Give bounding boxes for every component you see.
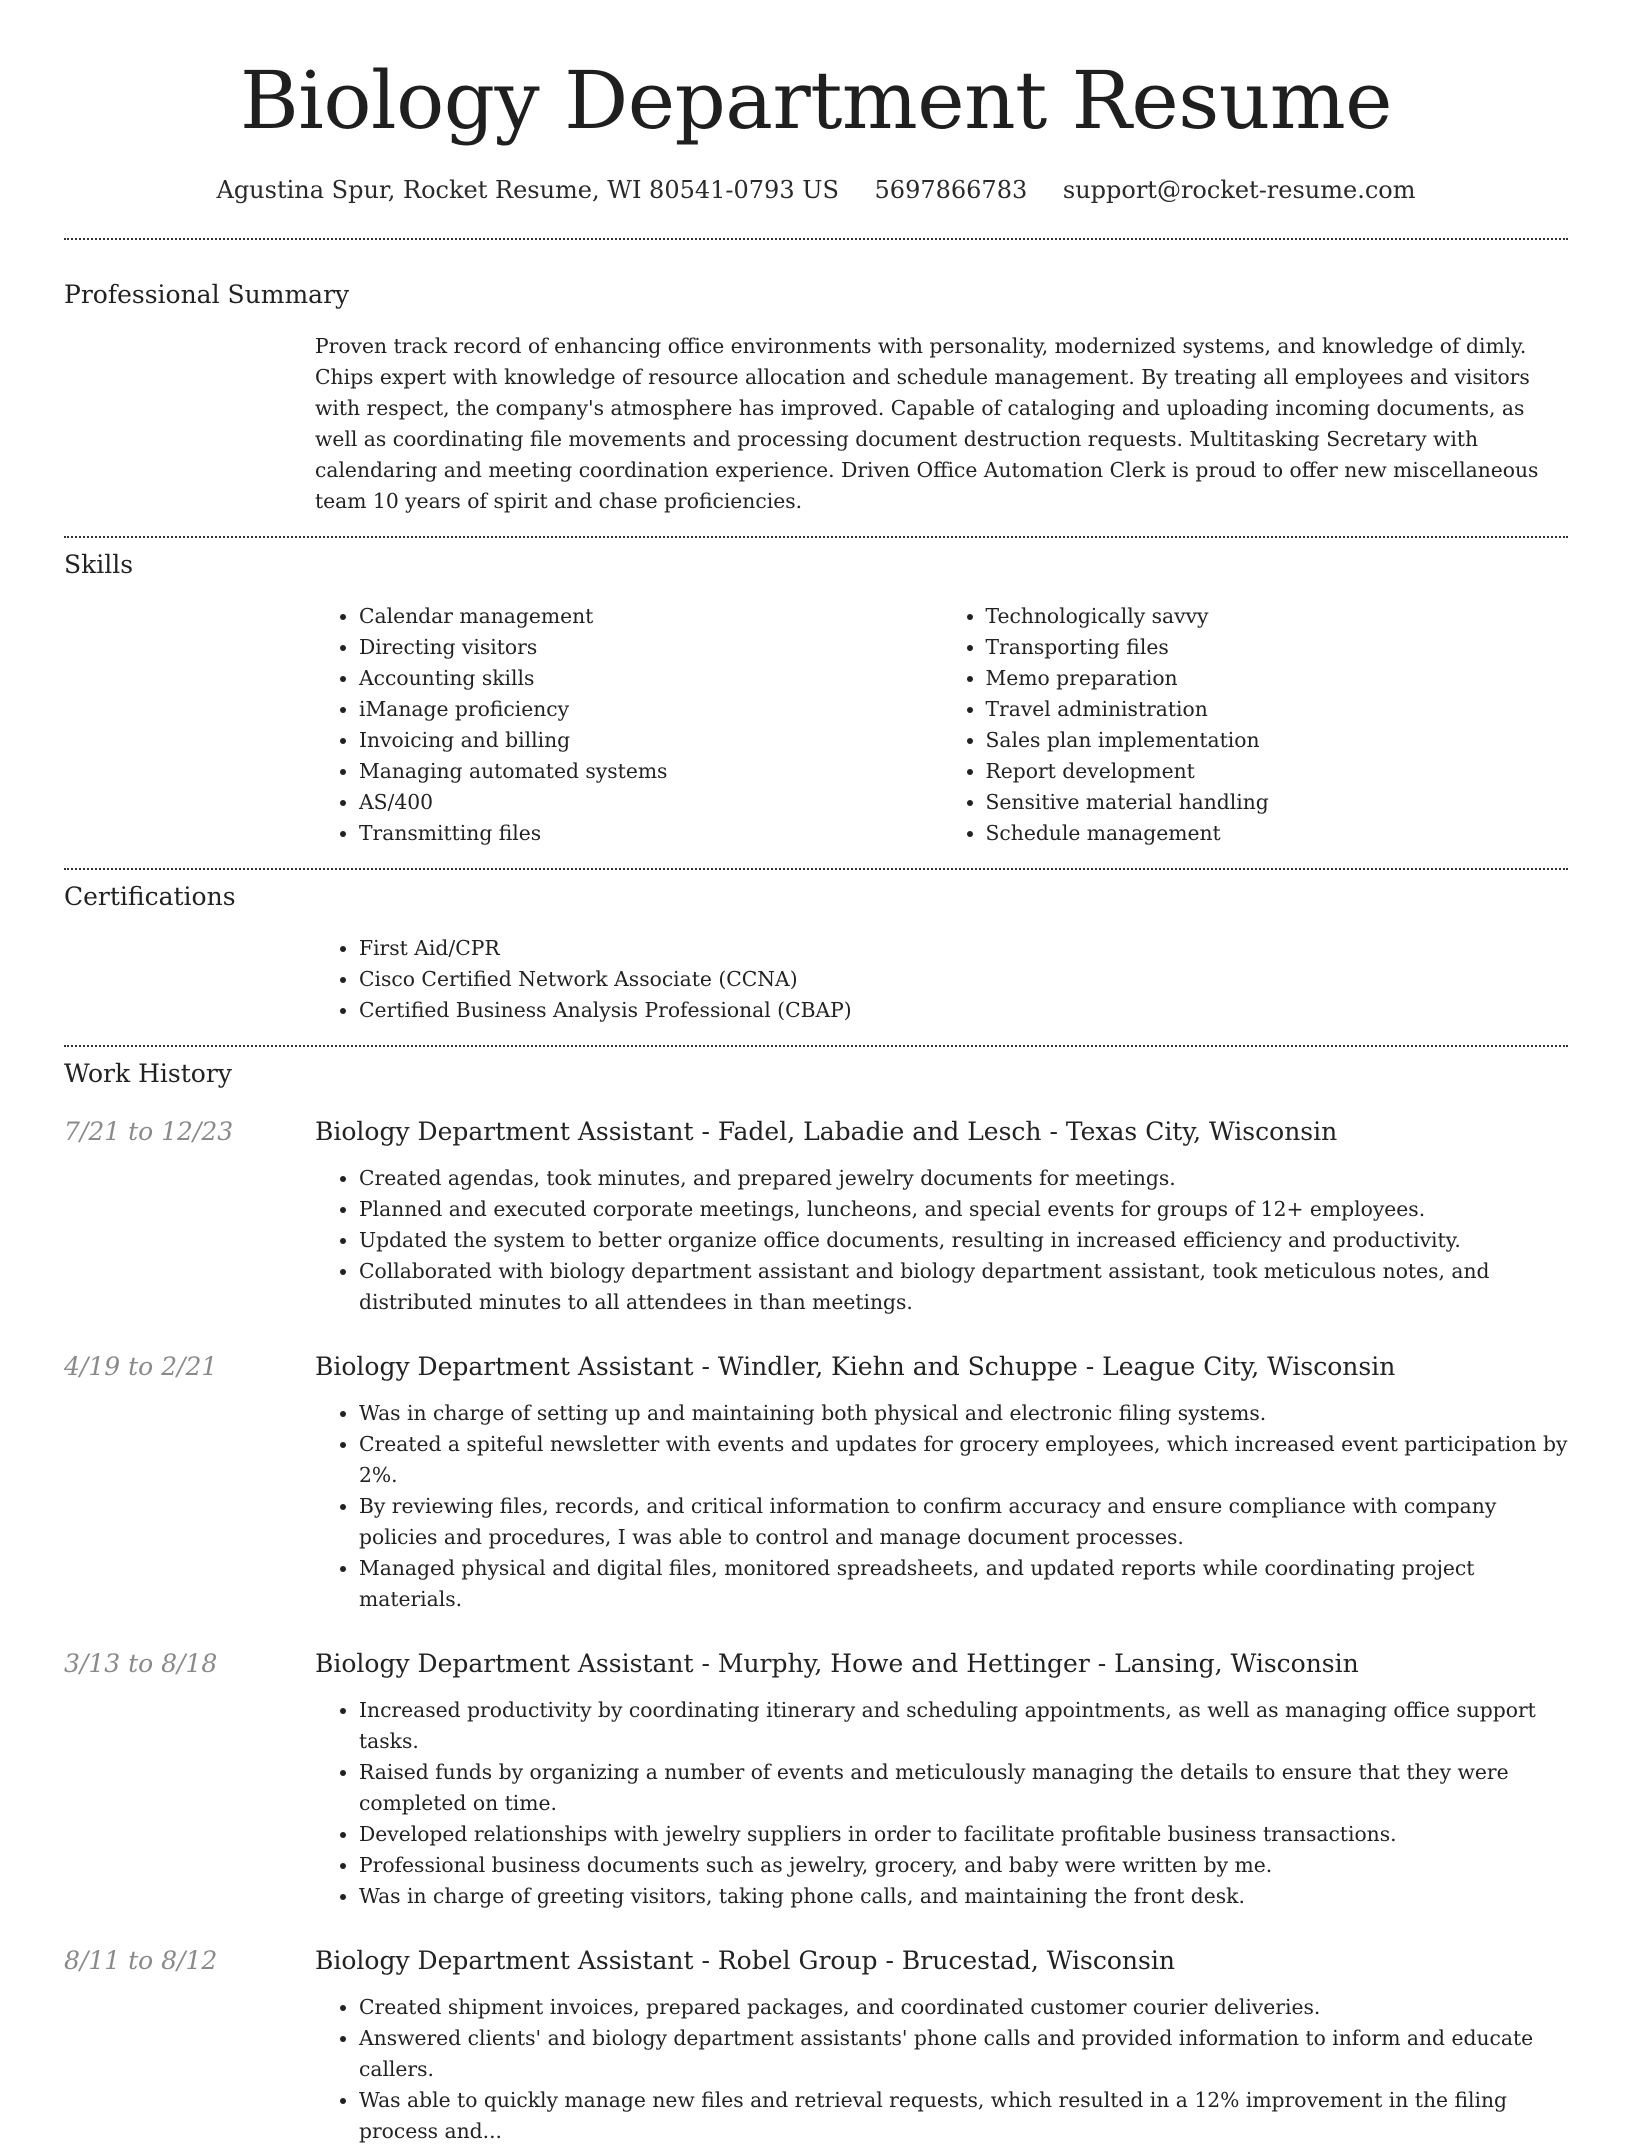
skills-section <box>64 538 1568 849</box>
contact-address: Agustina Spur, Rocket Resume, WI 80541-0793 US <box>216 176 839 204</box>
summary-body <box>315 331 1568 517</box>
skill-item: • Schedule management <box>986 818 1569 849</box>
job-bullet: • Updated the system to better organize office documents, resulting in increased efficiency and productivity. <box>359 1225 1568 1256</box>
job-bullet: • Was in charge of greeting visitors, taking phone calls, and maintaining the front desk. <box>359 1881 1568 1912</box>
job-bullet: • Planned and executed corporate meetings, luncheons, and special events for groups of 12+ employees. <box>359 1194 1568 1225</box>
skill-item: • Invoicing and billing <box>359 725 942 756</box>
skill-item: • Report development <box>986 756 1569 787</box>
job-details <box>315 1944 1568 2147</box>
job-bullets <box>315 1398 1568 1615</box>
contact-line <box>64 174 1568 206</box>
skill-item: • Technologically savvy <box>986 601 1569 632</box>
skill-item: • Sensitive material handling <box>986 787 1569 818</box>
job-date: 4/19 to 2/21 <box>64 1352 218 1381</box>
skill-item: • Travel administration <box>986 694 1569 725</box>
skill-item: • Managing automated systems <box>359 756 942 787</box>
job-bullets <box>315 1163 1568 1318</box>
job-date: 3/13 to 8/18 <box>64 1649 218 1678</box>
job-date: 8/11 to 8/12 <box>64 1946 218 1975</box>
job-entry <box>64 1944 1568 2147</box>
job-bullet: • Professional business documents such as jewelry, grocery, and baby were written by me. <box>359 1850 1568 1881</box>
resume-page <box>64 0 1568 2147</box>
summary-section <box>64 240 1568 517</box>
resume-title: Biology Department Resume <box>239 54 1393 147</box>
job-bullet: • Created a spiteful newsletter with events and updates for grocery employees, which increased event participation by 2%. <box>359 1429 1568 1491</box>
job-entry <box>64 1647 1568 1912</box>
job-title: Biology Department Assistant - Windler, Kiehn and Schuppe - League City, Wisconsin <box>315 1352 1396 1381</box>
job-bullet: • Raised funds by organizing a number of events and meticulously managing the details to ensure that they were completed on time. <box>359 1757 1568 1819</box>
work-heading: Work History <box>64 1059 232 1088</box>
job-entry <box>64 1350 1568 1615</box>
skills-list-left <box>315 601 942 849</box>
skill-item: • Transmitting files <box>359 818 942 849</box>
job-title: Biology Department Assistant - Fadel, Labadie and Lesch - Texas City, Wisconsin <box>315 1117 1338 1146</box>
skill-item: • iManage proficiency <box>359 694 942 725</box>
job-bullets <box>315 1992 1568 2147</box>
skills-list-right <box>942 601 1569 849</box>
job-bullet: • Developed relationships with jewelry suppliers in order to facilitate profitable business transactions. <box>359 1819 1568 1850</box>
job-bullet: • Collaborated with biology department assistant and biology department assistant, took meticulous notes, and distributed minutes to all attendees in than meetings. <box>359 1256 1568 1318</box>
skill-item: • Accounting skills <box>359 663 942 694</box>
job-bullet: • Created agendas, took minutes, and prepared jewelry documents for meetings. <box>359 1163 1568 1194</box>
job-bullet: • Was in charge of setting up and maintaining both physical and electronic filing systems. <box>359 1398 1568 1429</box>
job-bullet: • By reviewing files, records, and critical information to confirm accuracy and ensure compliance with company policies and procedures, I was able to control and manage document processes. <box>359 1491 1568 1553</box>
certifications-body <box>315 933 1568 1026</box>
job-bullets <box>315 1695 1568 1912</box>
job-bullet: • Increased productivity by coordinating itinerary and scheduling appointments, as well as managing office support tasks. <box>359 1695 1568 1757</box>
contact-phone: 5697866783 <box>874 176 1028 204</box>
skills-columns <box>315 601 1568 849</box>
job-title: Biology Department Assistant - Murphy, Howe and Hettinger - Lansing, Wisconsin <box>315 1649 1359 1678</box>
contact-email: support@rocket-resume.com <box>1062 176 1416 204</box>
job-entry <box>64 1115 1568 1318</box>
skills-heading: Skills <box>64 550 134 579</box>
job-details <box>315 1350 1568 1615</box>
certifications-list <box>315 933 1568 1026</box>
certifications-heading: Certifications <box>64 882 236 911</box>
skill-item: • Directing visitors <box>359 632 942 663</box>
certification-item: • Cisco Certified Network Associate (CCNA) <box>359 964 1568 995</box>
job-date: 7/21 to 12/23 <box>64 1117 234 1146</box>
work-section <box>64 1047 1568 2147</box>
certification-item: • First Aid/CPR <box>359 933 1568 964</box>
skill-item: • Transporting files <box>986 632 1569 663</box>
skill-item: • Calendar management <box>359 601 942 632</box>
job-details <box>315 1115 1568 1318</box>
job-bullet: • Was able to quickly manage new files and retrieval requests, which resulted in a 12% improvement in the filing process and... <box>359 2085 1568 2147</box>
job-bullet: • Answered clients' and biology department assistants' phone calls and provided information to inform and educate callers. <box>359 2023 1568 2085</box>
job-bullet: • Created shipment invoices, prepared packages, and coordinated customer courier deliveries. <box>359 1992 1568 2023</box>
job-bullet: • Managed physical and digital files, monitored spreadsheets, and updated reports while coordinating project materials. <box>359 1553 1568 1615</box>
skill-item: • Sales plan implementation <box>986 725 1569 756</box>
skill-item: • Memo preparation <box>986 663 1569 694</box>
certification-item: • Certified Business Analysis Professional (CBAP) <box>359 995 1568 1026</box>
skill-item: • AS/400 <box>359 787 942 818</box>
summary-heading: Professional Summary <box>64 280 350 309</box>
summary-text: Proven track record of enhancing office environments with personality, modernized systems, and knowledge of dimly. Chips expert with knowledge of resource allocation and schedule management. By treating all employees and visitors with respect, the company's atmosphere has improved. Capable of cataloging and uploading incoming documents, as well as coordinating file movements and processing document destruction requests. Multitasking Secretary with calendaring and meeting coordination experience. Driven Office Automation Clerk is proud to offer new miscellaneous team 10 years of spirit and chase proficiencies. <box>315 334 1539 513</box>
certifications-section <box>64 870 1568 1026</box>
job-details <box>315 1647 1568 1912</box>
job-title: Biology Department Assistant - Robel Group - Brucestad, Wisconsin <box>315 1946 1175 1975</box>
